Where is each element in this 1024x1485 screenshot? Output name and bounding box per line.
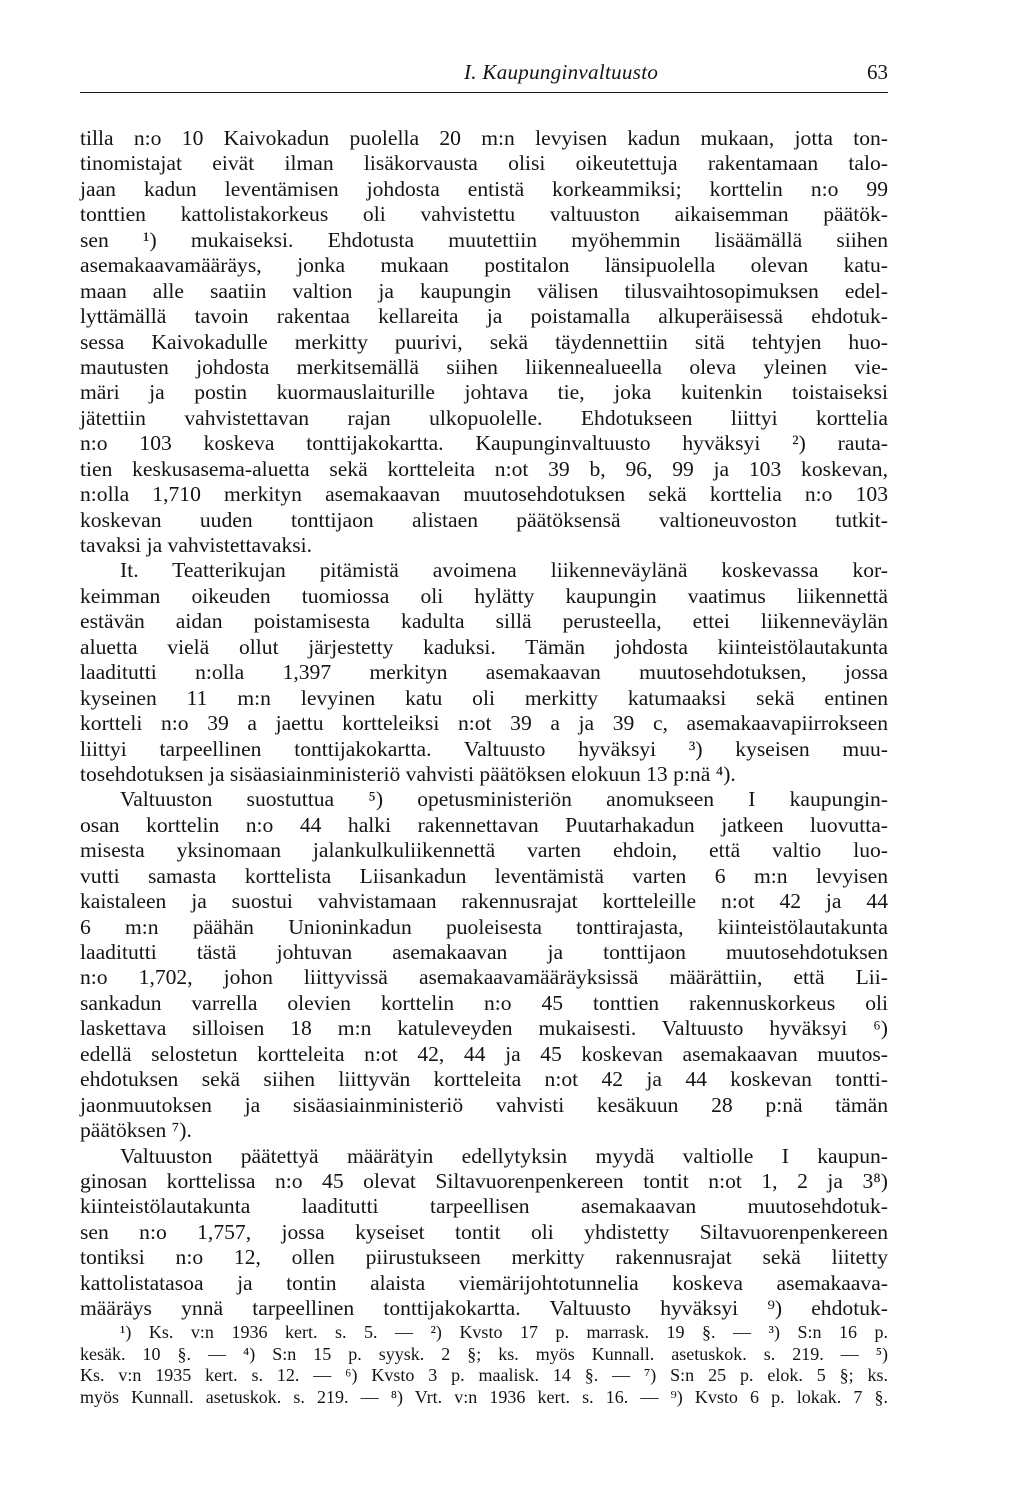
body-text bbox=[80, 126, 888, 1322]
body-line: märi ja postin kuormauslaiturille johtava tie, joka kuitenkin toistaiseksi bbox=[80, 380, 888, 405]
body-line: osan korttelin n:o 44 halki rakennettavan Puutarhakadun jatkeen luovutta- bbox=[80, 812, 888, 837]
body-line: aluetta vielä ollut järjestetty kaduksi. Tämän johdosta kiinteistölautakunta bbox=[80, 634, 888, 659]
body-line: tilla n:o 10 Kaivokadun puolella 20 m:n levyisen kadun mukaan, jotta ton- bbox=[80, 126, 888, 150]
body-line: Valtuuston suostuttua ⁵) opetusministeriön anomukseen I kaupungin- bbox=[120, 787, 888, 812]
body-line: Valtuuston päätettyä määrätyin edellytyksin myydä valtiolle I kaupun- bbox=[120, 1143, 888, 1168]
page-header bbox=[80, 58, 888, 93]
body-line: misesta yksinomaan jalankulkuliikennettä varten ehdoin, että valtio luo- bbox=[80, 838, 888, 863]
body-line: kortteli n:o 39 a jaettu kortteleiksi n:ot 39 a ja 39 c, asemakaavapiirrokseen bbox=[80, 711, 888, 736]
body-line: asemakaavamääräys, jonka mukaan postitalon länsipuolella olevan katu- bbox=[80, 253, 888, 278]
body-line: kyseinen 11 m:n levyinen katu oli merkitty katumaaksi sekä entinen bbox=[80, 685, 888, 710]
body-line: ehdotuksen sekä siihen liittyvän kortteleita n:ot 42 ja 44 koskevan tontti- bbox=[80, 1067, 888, 1092]
footnotes bbox=[80, 1322, 888, 1408]
body-line: päätöksen ⁷). bbox=[80, 1118, 192, 1143]
running-head: I. Kaupunginvaltuusto bbox=[464, 60, 659, 84]
body-line: sen ¹) mukaiseksi. Ehdotusta muutettiin myöhemmin lisäämällä siihen bbox=[80, 227, 888, 252]
body-line: sessa Kaivokadulle merkitty puurivi, sekä täydennettiin sitä tehtyjen huo- bbox=[80, 329, 888, 354]
footnote-line: kesäk. 10 §. — ⁴) S:n 15 p. syysk. 2 §; ks. myös Kunnall. asetuskok. s. 219. — ⁵) bbox=[80, 1343, 888, 1364]
body-line: laskettava silloisen 18 m:n katuleveyden mukaisesti. Valtuusto hyväksyi ⁶) bbox=[80, 1016, 888, 1041]
body-line: kattolistatasoa ja tontin alaista viemärijohtotunnelia koskeva asemakaava- bbox=[80, 1270, 888, 1295]
body-line: kaistaleen ja suostui vahvistamaan rakennusrajat kortteleille n:ot 42 ja 44 bbox=[80, 889, 888, 914]
body-line: tinomistajat eivät ilman lisäkorvausta olisi oikeutettuja rakentamaan talo- bbox=[80, 151, 888, 176]
body-line: ginosan korttelissa n:o 45 olevat Siltavuorenpenkereen tontit n:ot 1, 2 ja 3⁸) bbox=[80, 1168, 888, 1193]
footnote-line: ¹) Ks. v:n 1936 kert. s. 5. — ²) Kvsto 17 p. marrask. 19 §. — ³) S:n 16 p. bbox=[120, 1322, 888, 1342]
footnote-line: myös Kunnall. asetuskok. s. 219. — ⁸) Vrt. v:n 1936 kert. s. 16. — ⁹) Kvsto 6 p. lokak. 7 §. bbox=[80, 1386, 888, 1407]
body-line: jaonmuutoksen ja sisäasiainministeriö vahvisti kesäkuun 28 p:nä tämän bbox=[80, 1092, 888, 1117]
body-line: tonttien kattolistakorkeus oli vahvistettu valtuuston aikaisemman päätök- bbox=[80, 202, 888, 227]
body-line: lyttämällä tavoin rakentaa kellareita ja poistamalla alkuperäisessä ehdotuk- bbox=[80, 304, 888, 329]
body-line: sankadun varrella olevien korttelin n:o 45 tonttien rakennuskorkeus oli bbox=[80, 990, 888, 1015]
body-line: jaan kadun leventämisen johdosta entistä korkeammiksi; korttelin n:o 99 bbox=[80, 176, 888, 201]
body-line: edellä selostetun kortteleita n:ot 42, 44 ja 45 koskevan asemakaavan muutos- bbox=[80, 1041, 888, 1066]
body-line: tien keskusasema-aluetta sekä kortteleita n:ot 39 b, 96, 99 ja 103 koskevan, bbox=[80, 456, 888, 481]
footnote-line: Ks. v:n 1935 kert. s. 12. — ⁶) Kvsto 3 p. maalisk. 14 §. — ⁷) S:n 25 p. elok. 5 §; ks. bbox=[80, 1365, 888, 1385]
body-line: koskevan uuden tonttijaon alistaen päätöksensä valtioneuvoston tutkit- bbox=[80, 507, 888, 532]
body-line: n:o 1,702, johon liittyvissä asemakaavamääräyksissä määrättiin, että Lii- bbox=[80, 965, 888, 990]
body-line: maan alle saatiin valtion ja kaupungin välisen tilusvaihtosopimuksen edel- bbox=[80, 278, 888, 303]
body-line: laaditutti tästä johtuvan asemakaavan ja tonttijaon muutosehdotuksen bbox=[80, 940, 888, 964]
body-line: mautusten johdosta merkitsemällä siihen liikennealueella oleva yleinen vie- bbox=[80, 354, 888, 379]
body-line: estävän aidan poistamisesta kadulta sillä perusteella, ettei liikenneväylän bbox=[80, 609, 888, 634]
body-line: liittyi tarpeellinen tonttijakokartta. Valtuusto hyväksyi ³) kyseisen muu- bbox=[80, 736, 888, 761]
body-line: kiinteistölautakunta laaditutti tarpeellisen asemakaavan muutosehdotuk- bbox=[80, 1194, 888, 1219]
body-line: 6 m:n päähän Unioninkadun puoleisesta tonttirajasta, kiinteistölautakunta bbox=[80, 914, 888, 939]
body-line: jätettiin vahvistettavan rajan ulkopuolelle. Ehdotukseen liittyi korttelia bbox=[80, 405, 888, 430]
body-line: n:olla 1,710 merkityn asemakaavan muutosehdotuksen sekä korttelia n:o 103 bbox=[80, 482, 888, 507]
body-line: keimman oikeuden tuomiossa oli hylätty kaupungin vaatimus liikennettä bbox=[80, 583, 888, 608]
body-line: It. Teatterikujan pitämistä avoimena liikenneväylänä koskevassa kor- bbox=[120, 558, 888, 583]
body-line: tontiksi n:o 12, ollen piirustukseen merkitty rakennusrajat sekä liitetty bbox=[80, 1245, 888, 1270]
body-line: sen n:o 1,757, jossa kyseiset tontit oli yhdistetty Siltavuorenpenkereen bbox=[80, 1219, 888, 1244]
body-line: vutti samasta korttelista Liisankadun leventämistä varten 6 m:n levyisen bbox=[80, 863, 888, 888]
page-number: 63 bbox=[867, 60, 888, 84]
body-line: n:o 103 koskeva tonttijakokartta. Kaupunginvaltuusto hyväksyi ²) rauta- bbox=[80, 431, 888, 456]
body-line: laaditutti n:olla 1,397 merkityn asemakaavan muutosehdotuksen, jossa bbox=[80, 660, 888, 685]
body-line: tosehdotuksen ja sisäasiainministeriö vahvisti päätöksen elokuun 13 p:nä ⁴). bbox=[80, 761, 736, 786]
body-line: tavaksi ja vahvistettavaksi. bbox=[80, 533, 313, 557]
body-line: määräys ynnä tarpeellinen tonttijakokartta. Valtuusto hyväksyi ⁹) ehdotuk- bbox=[80, 1296, 888, 1321]
